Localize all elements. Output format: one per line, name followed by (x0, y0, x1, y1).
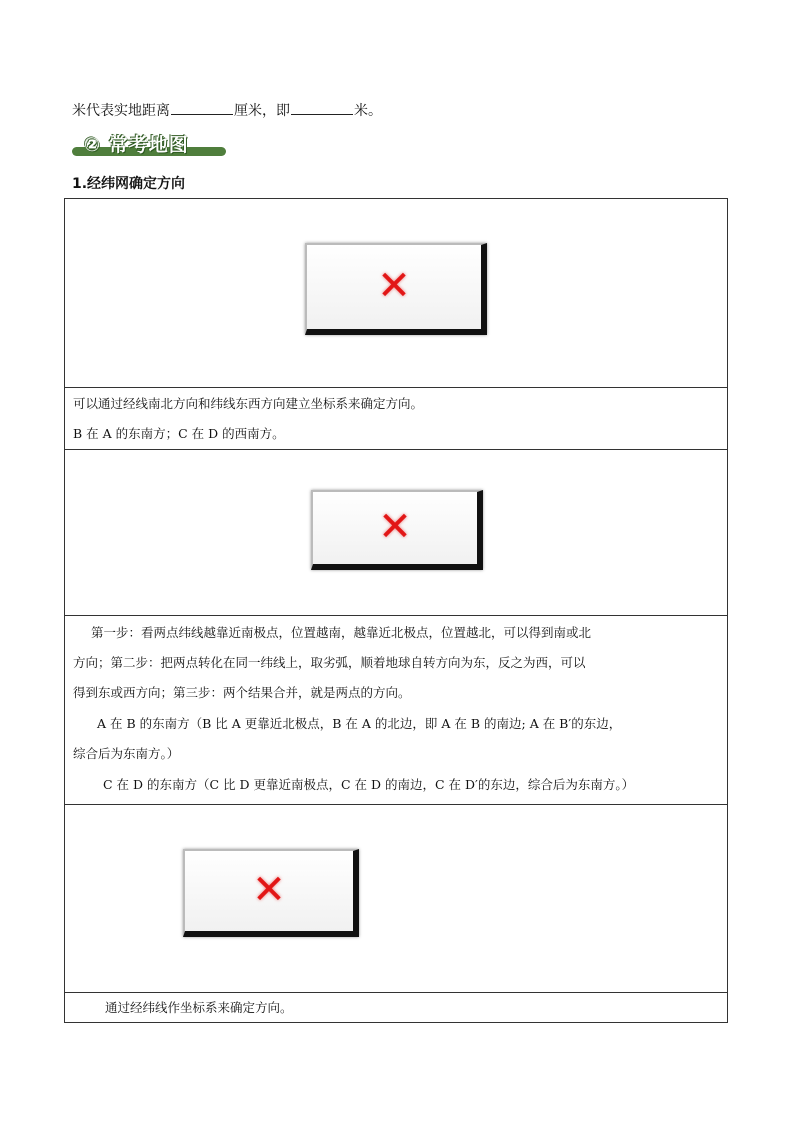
text-line: C 在 D 的东南方（C 比 D 更靠近南极点，C 在 D 的南边，C 在 D′的东边，综合后为东南方。） (103, 777, 635, 792)
broken-image-icon (305, 243, 487, 335)
table-row-image-1 (65, 199, 727, 388)
section-banner (72, 134, 226, 156)
text-line: 可以通过经线南北方向和纬线东西方向建立坐标系来确定方向。 (73, 396, 424, 411)
error-x-icon: ✕ (378, 504, 412, 551)
blank-1[interactable] (171, 100, 233, 115)
fill-in-prefix: 米代表实地距离 (72, 103, 170, 119)
error-x-icon: ✕ (377, 263, 411, 310)
banner-label: ② 常考地图 (84, 134, 189, 156)
text-line: 第一步：看两点纬线越靠近南极点，位置越南，越靠近北极点，位置越北，可以得到南或北 (91, 625, 592, 640)
table-row-image-3 (65, 805, 727, 993)
section-heading: 1.经纬网确定方向 (72, 176, 186, 192)
broken-image-icon (183, 849, 359, 937)
text-line: B 在 A 的东南方；C 在 D 的西南方。 (73, 426, 285, 441)
broken-image-icon (311, 490, 483, 570)
blank-2[interactable] (291, 100, 353, 115)
content-table (64, 198, 728, 1023)
fill-in-line (72, 100, 382, 121)
fill-in-middle: 厘米，即 (234, 103, 290, 119)
table-row-image-2 (65, 450, 727, 616)
text-line: 方向；第二步：把两点转化在同一纬线上，取劣弧，顺着地球自转方向为东，反之为西，可以 (73, 655, 586, 670)
table-row-text-1 (65, 388, 727, 450)
table-row-text-3 (65, 993, 727, 1024)
text-line: 得到东或西方向；第三步：两个结果合并，就是两点的方向。 (73, 685, 411, 700)
text-line: 综合后为东南方。） (73, 746, 180, 761)
table-row-text-2 (65, 616, 727, 805)
text-line: A 在 B 的东南方（B 比 A 更靠近北极点，B 在 A 的北边，即 A 在 B 的南边; A 在 B′的东边， (97, 716, 622, 731)
text-line: 通过经纬线作坐标系来确定方向。 (105, 1000, 293, 1015)
error-x-icon: ✕ (252, 867, 286, 914)
fill-in-suffix: 米。 (354, 103, 382, 119)
